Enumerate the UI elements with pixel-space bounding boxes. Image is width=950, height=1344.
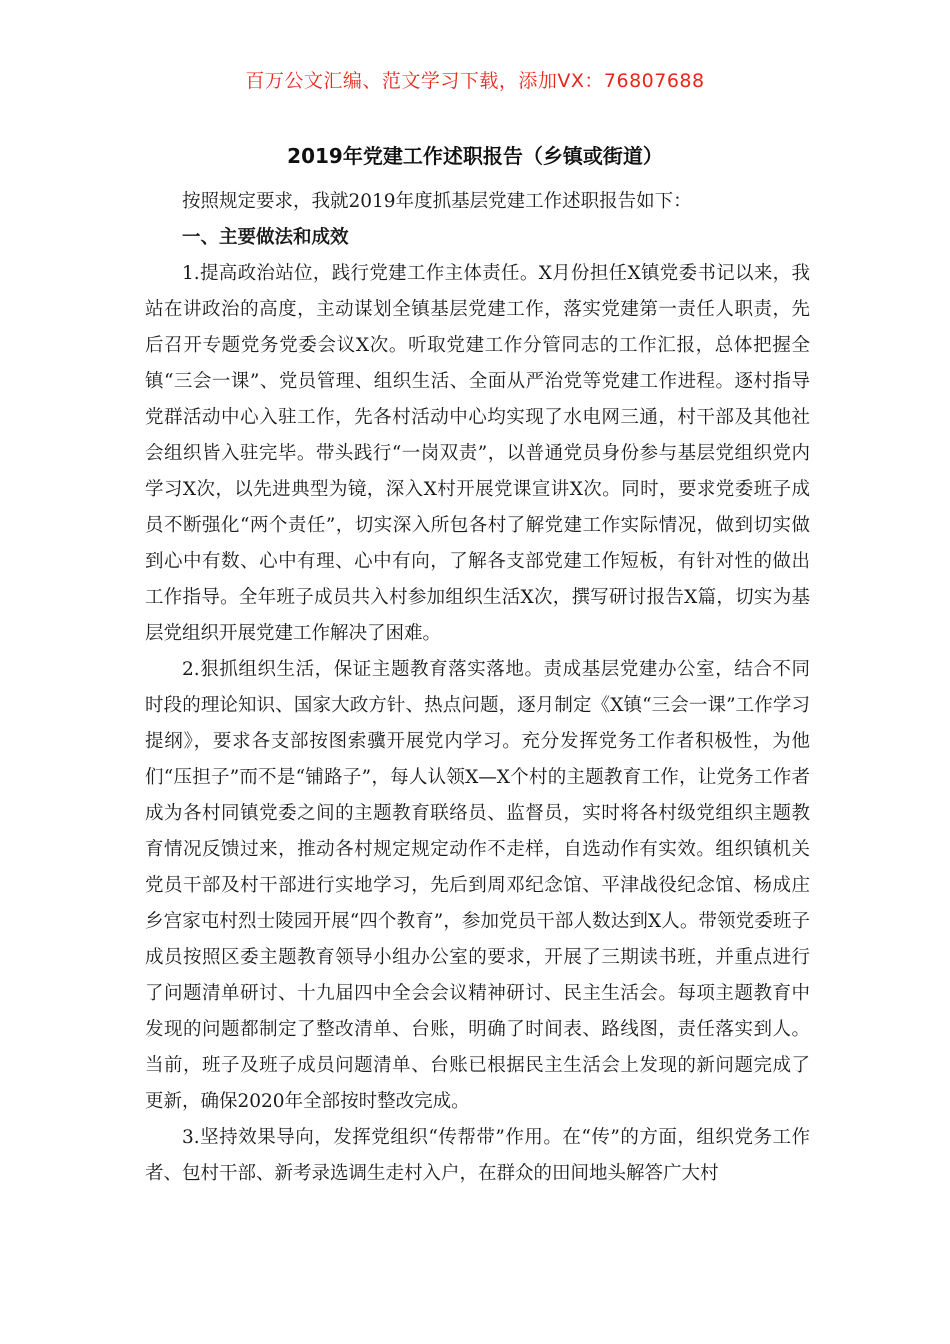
body-paragraph: 3.坚持效果导向，发挥党组织“传帮带”作用。在“传”的方面，组织党务工作者、包村干部、新考录选调生走村入户，在群众的田间地头解答广大村	[145, 1127, 810, 1184]
body-paragraph: 2.狠抓组织生活，保证主题教育落实落地。责成基层党建办公室，结合不同时段的理论知识、国家大政方针、热点问题，逐月制定《X镇“三会一课”工作学习提纲》，要求各支部按图索骥开展党内学习。充分发挥党务工作者积极性，为他们“压担子”而不是“铺路子”，每人认领X—X个村的主题教育工作，让党务工作者成为各村同镇党委之间的主题教育联络员、监督员，实时将各村级党组织主题教育情况反馈过来，推动各村规定规定动作不走样，自选动作有实效。组织镇机关党员干部及村干部进行实地学习，先后到周邓纪念馆、平津战役纪念馆、杨成庄乡宫家屯村烈士陵园开展“四个教育”，参加党员干部人数达到X人。带领党委班子成员按照区委主题教育领导小组办公室的要求，开展了三期读书班，并重点进行了问题清单研讨、十九届四中全会会议精神研讨、民主生活会。每项主题教育中发现的问题都制定了整改清单、台账，明确了时间表、路线图，责任落实到人。当前，班子及班子成员问题清单、台账已根据民主生活会上发现的新问题完成了更新，确保2020年全部按时整改完成。	[145, 659, 810, 1112]
header-banner: 百万公文汇编、范文学习下载，添加VX：76807688	[245, 70, 705, 92]
intro-paragraph: 按照规定要求，我就2019年度抓基层党建工作述职报告如下：	[182, 191, 692, 212]
body-paragraph: 1.提高政治站位，践行党建工作主体责任。X月份担任X镇党委书记以来，我站在讲政治的高度，主动谋划全镇基层党建工作，落实党建第一责任人职责，先后召开专题党务党委会议X次。听取党建工作分管同志的工作汇报，总体把握全镇“三会一课”、党员管理、组织生活、全面从严治党等党建工作进程。逐村指导党群活动中心入驻工作，先各村活动中心均实现了水电网三通，村干部及其他社会组织皆入驻完毕。带头践行“一岗双责”，以普通党员身份参与基层党组织党内学习X次，以先进典型为镜，深入X村开展党课宣讲X次。同时，要求党委班子成员不断强化“两个责任”，切实深入所包各村了解党建工作实际情况，做到切实做到心中有数、心中有理、心中有向，了解各支部党建工作短板，有针对性的做出工作指导。全年班子成员共入村参加组织生活X次，撰写研讨报告X篇，切实为基层党组织开展党建工作解决了困难。	[145, 263, 810, 644]
document-body	[145, 184, 810, 1192]
document-title: 2019年党建工作述职报告（乡镇或街道）	[287, 144, 663, 168]
section-heading: 一、主要做法和成效	[182, 227, 349, 248]
